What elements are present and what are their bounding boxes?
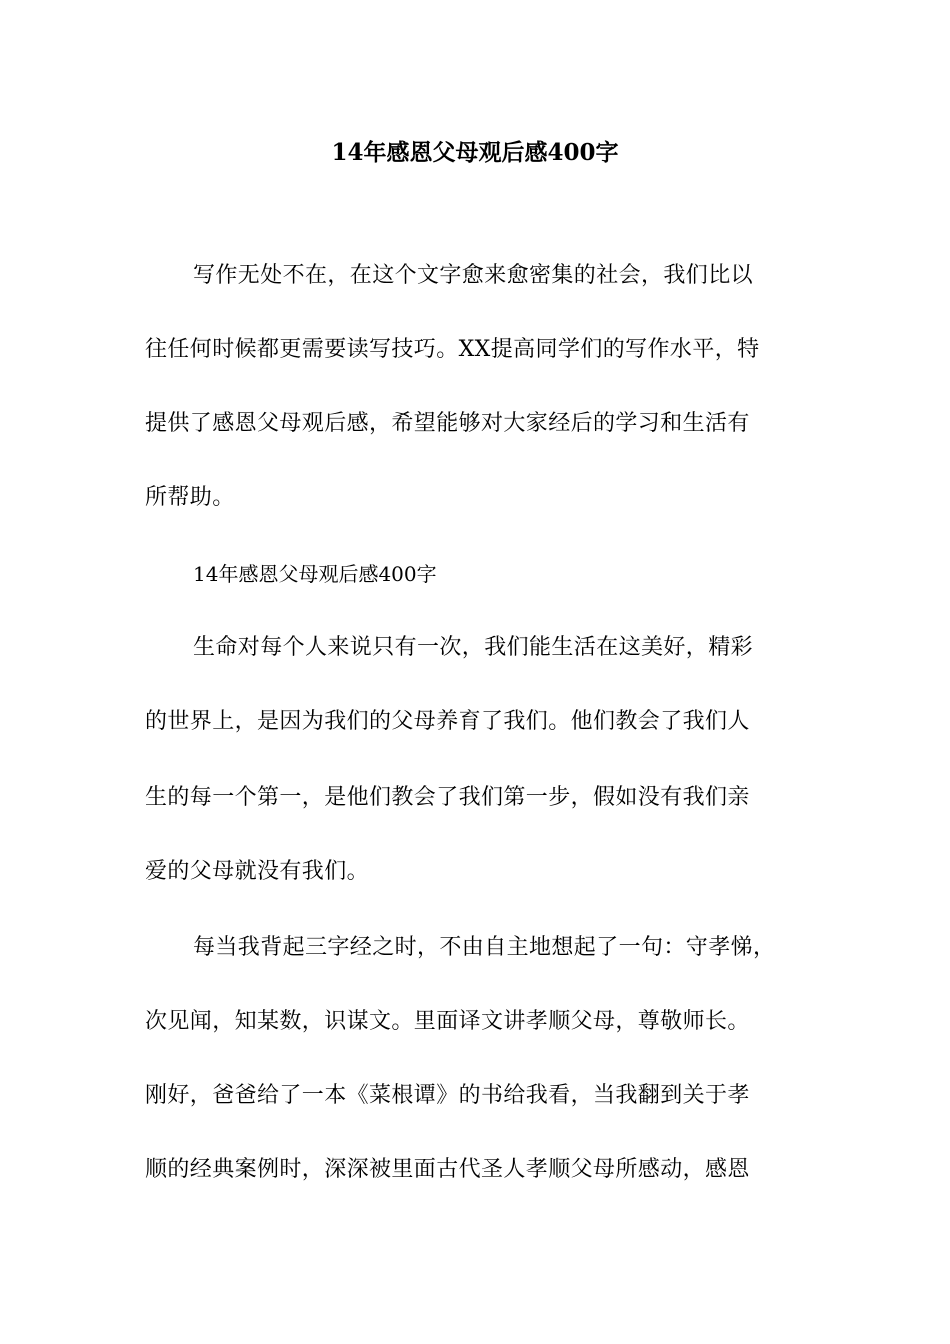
- paragraph-line: 写作无处不在，在这个文字愈来愈密集的社会，我们比以: [193, 263, 754, 288]
- paragraph-line: 爱的父母就没有我们。: [145, 859, 370, 884]
- paragraph-line: 次见闻，知某数，识谋文。里面译文讲孝顺父母，尊敬师长。: [145, 1009, 750, 1034]
- paragraph-line: 顺的经典案例时，深深被里面古代圣人孝顺父母所感动，感恩: [145, 1157, 750, 1182]
- document-title: 14年感恩父母观后感400字: [331, 139, 619, 166]
- paragraph-line: 提供了感恩父母观后感，希望能够对大家经后的学习和生活有: [145, 411, 750, 436]
- paragraph-line: 往任何时候都更需要读写技巧。XX提高同学们的写作水平，特: [145, 337, 760, 362]
- paragraph-line: 生命对每个人来说只有一次，我们能生活在这美好，精彩: [193, 635, 754, 660]
- section-heading: 14年感恩父母观后感400字: [193, 562, 437, 586]
- paragraph-line: 所帮助。: [145, 485, 235, 510]
- paragraph-line: 的世界上，是因为我们的父母养育了我们。他们教会了我们人: [145, 709, 750, 734]
- paragraph-line: 每当我背起三字经之时，不由自主地想起了一句：守孝悌，: [193, 935, 776, 960]
- paragraph-line: 生的每一个第一，是他们教会了我们第一步，假如没有我们亲: [145, 785, 750, 810]
- paragraph-line: 刚好，爸爸给了一本《菜根谭》的书给我看，当我翻到关于孝: [145, 1083, 750, 1108]
